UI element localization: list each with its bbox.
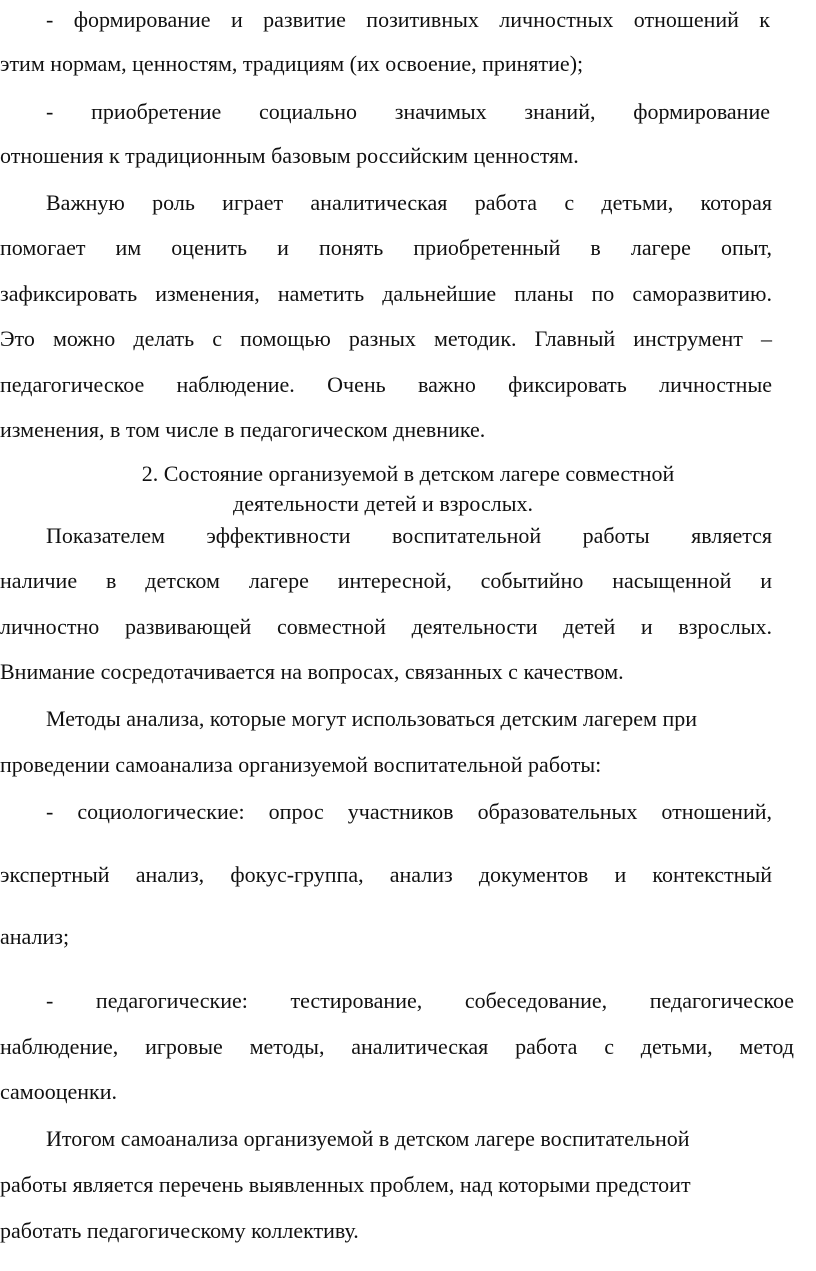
paragraph-line: Итогом самоанализа организуемой в детском лагере воспитательной — [46, 1126, 690, 1151]
paragraph-line: Это можно делать с помощью разных методик. Главный инструмент – — [0, 326, 772, 351]
list-item-line: экспертный анализ, фокус-группа, анализ документов и контекстный — [0, 862, 772, 887]
list-item-line: отношения к традиционным базовым российским ценностям. — [0, 143, 579, 168]
list-item-line: анализ; — [0, 924, 70, 949]
paragraph-line: наличие в детском лагере интересной, событийно насыщенной и — [0, 568, 772, 593]
paragraph-line: Важную роль играет аналитическая работа с детьми, которая — [46, 190, 772, 215]
paragraph-line: Методы анализа, которые могут использоваться детским лагерем при — [46, 706, 697, 731]
paragraph-line: Показателем эффективности воспитательной работы является — [46, 523, 772, 548]
paragraph-line: зафиксировать изменения, наметить дальнейшие планы по саморазвитию. — [0, 281, 772, 306]
paragraph-line: изменения, в том числе в педагогическом дневнике. — [0, 417, 486, 442]
paragraph-line: педагогическое наблюдение. Очень важно фиксировать личностные — [0, 372, 772, 397]
paragraph-line: помогает им оценить и понять приобретенный в лагере опыт, — [0, 235, 772, 260]
list-item-line: самооценки. — [0, 1079, 117, 1104]
list-item-line: - формирование и развитие позитивных личностных отношений к — [46, 7, 770, 32]
paragraph-line: личностно развивающей совместной деятельности детей и взрослых. — [0, 614, 772, 639]
paragraph-line: Внимание сосредотачивается на вопросах, связанных с качеством. — [0, 659, 624, 684]
list-item-line: - педагогические: тестирование, собеседование, педагогическое — [46, 988, 794, 1013]
paragraph-line: работать педагогическому коллективу. — [0, 1218, 359, 1243]
list-item-line: этим нормам, ценностям, традициям (их освоение, принятие); — [0, 51, 584, 76]
section-heading-line: 2. Состояние организуемой в детском лагере совместной — [141, 461, 675, 486]
list-item-line: наблюдение, игровые методы, аналитическая работа с детьми, метод — [0, 1034, 794, 1059]
section-heading-line: деятельности детей и взрослых. — [233, 491, 533, 516]
paragraph-line: работы является перечень выявленных проблем, над которыми предстоит — [0, 1172, 691, 1197]
list-item-line: - приобретение социально значимых знаний, формирование — [46, 99, 770, 124]
list-item-line: - социологические: опрос участников образовательных отношений, — [46, 799, 772, 824]
paragraph-line: проведении самоанализа организуемой воспитательной работы: — [0, 752, 602, 777]
